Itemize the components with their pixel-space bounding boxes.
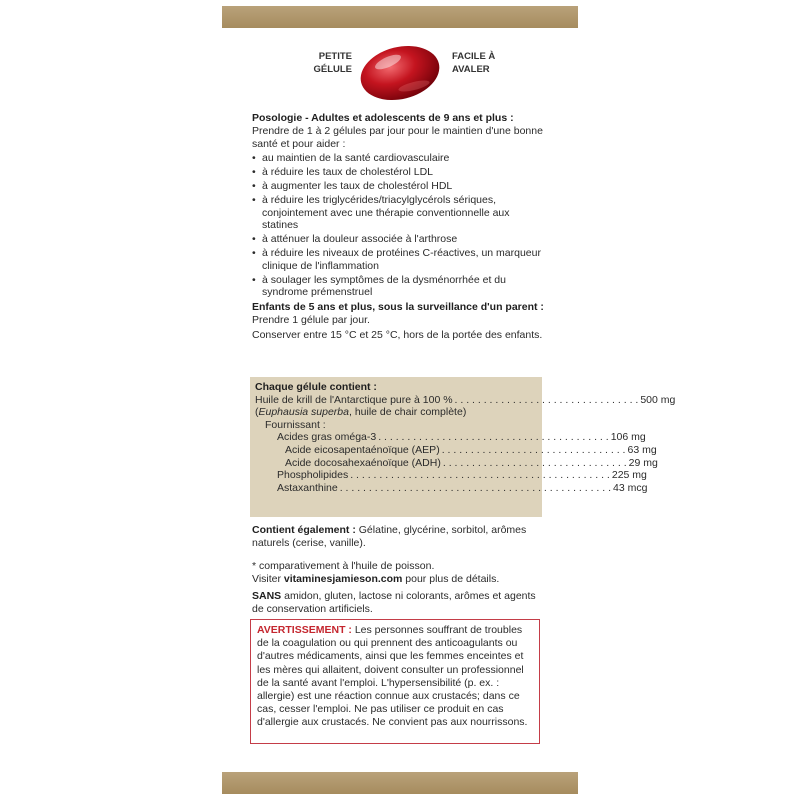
top-gold-band xyxy=(222,6,578,28)
ingredient-value: 43 mcg xyxy=(613,481,648,494)
ingredient-name: Huile de krill de l'Antarctique pure à 100 % xyxy=(255,393,453,406)
hero-capsule-section xyxy=(302,42,502,104)
leader-dots: . . . . . . . . . . . . . . . . . . . . . . . . . . . . . . . . xyxy=(442,456,627,469)
tag-line: FACILE À xyxy=(452,51,496,62)
list-item: • à réduire les taux de cholestérol LDL xyxy=(252,166,548,179)
note-paren: ( xyxy=(255,406,259,419)
ingredient-value: 500 mg xyxy=(640,393,676,406)
ingredient-name: Acides gras oméga-3 xyxy=(277,431,377,444)
composition-row xyxy=(255,481,648,495)
composition-row xyxy=(255,456,658,470)
ingredient-name: Phospholipides xyxy=(277,469,349,482)
leader-dots: . . . . . . . . . . . . . . . . . . . . . . . . . . . . . . . . . . . . . . . . . . . . . . . xyxy=(339,481,612,494)
ingredient-value: 29 mg xyxy=(628,456,658,469)
red-softgel-capsule-icon xyxy=(354,42,446,104)
website-note xyxy=(252,573,548,586)
leader-dots: . . . . . . . . . . . . . . . . . . . . . . . . . . . . . . . . . . . . . . . . xyxy=(378,431,609,444)
composition-box xyxy=(250,377,676,517)
warning-box xyxy=(250,619,540,744)
list-item: • à réduire les triglycérides/triacylglycérols sériques, conjointement avec une thérapie conventionnelle aux statines xyxy=(252,194,548,232)
posology-section xyxy=(252,112,548,342)
list-item: • à atténuer la douleur associée à l'arthrose xyxy=(252,233,548,246)
sans-text: amidon, gluten, lactose ni colorants, arômes et agents de conservation artificiels. xyxy=(252,590,536,615)
list-item: • à réduire les niveaux de protéines C-réactives, un marqueur clinique de l'inflammation xyxy=(252,247,548,273)
leader-dots: . . . . . . . . . . . . . . . . . . . . . . . . . . . . . . . . . . . . . . . . . . . . . xyxy=(350,469,610,482)
also-contains xyxy=(252,524,548,550)
posology-heading: Posologie - Adultes et adolescents de 9 ans et plus : xyxy=(252,112,514,124)
composition-row xyxy=(255,393,676,407)
also-label: Contient également : xyxy=(252,524,356,536)
leader-dots: . . . . . . . . . . . . . . . . . . . . . . . . . . . . . . . . xyxy=(441,443,626,456)
visit-suffix: pour plus de détails. xyxy=(402,572,500,585)
ingredient-value: 225 mg xyxy=(611,469,647,482)
composition-row xyxy=(255,431,646,444)
warning-text: Les personnes souffrant de troubles de la coagulation ou qui prennent des anticoagulants ou d'autres médicaments, ainsi que les femmes enceintes et les mères qui allaitent, doivent consulter un professionnel de la santé avant l'emploi. L'hypersensibilité (p. ex. : allergie) est une réaction connue aux crustacés; dans ce cas, cesser l'emploi. Ne pas utiliser ce produit en cas d'allergie aux crustacés. Ne convient pas aux nourrissons. xyxy=(257,624,528,729)
benefits-list xyxy=(252,152,548,299)
also-text: Gélatine, glycérine, sorbitol, arômes naturels (cerise, vanille). xyxy=(252,524,527,549)
sans-label: SANS xyxy=(252,590,282,602)
tag-line: AVALER xyxy=(452,64,490,75)
tag-line: PETITE xyxy=(318,51,352,62)
ingredient-name: Astaxanthine xyxy=(277,481,338,494)
ingredient-note xyxy=(255,406,537,419)
list-item: • à soulager les symptômes de la dysménorrhée et du syndrome prémenstruel xyxy=(252,274,548,300)
children-dosage xyxy=(252,301,548,327)
children-text: Prendre 1 gélule par jour. xyxy=(252,313,370,326)
bottom-gold-band xyxy=(222,772,578,794)
species-name: Euphausia superba xyxy=(258,406,349,419)
ingredient-value: 106 mg xyxy=(610,431,646,444)
easy-to-swallow-tag xyxy=(452,50,512,76)
ingredient-name: Acide eicosapentaénoïque (AEP) xyxy=(285,443,440,456)
ingredient-name: Acide docosahexaénoïque (ADH) xyxy=(285,456,441,469)
composition-row xyxy=(255,469,647,482)
small-capsule-tag xyxy=(302,50,352,76)
visit-prefix: Visiter xyxy=(252,572,284,585)
children-heading: Enfants de 5 ans et plus, sous la surveillance d'un parent : xyxy=(252,301,544,314)
list-item: • au maintien de la santé cardiovasculaire xyxy=(252,152,548,165)
ingredient-value: 63 mg xyxy=(627,443,657,456)
website-link[interactable]: vitaminesjamieson.com xyxy=(283,572,403,585)
free-from-section xyxy=(252,590,548,616)
leader-dots: . . . . . . . . . . . . . . . . . . . . . . . . . . . . . . . . xyxy=(454,393,639,406)
composition-heading: Chaque gélule contient : xyxy=(255,381,377,393)
warning-label: AVERTISSEMENT : xyxy=(257,624,352,636)
providing-label: Fournissant : xyxy=(265,418,326,431)
notes-section xyxy=(252,560,548,586)
list-item: • à augmenter les taux de cholestérol HDL xyxy=(252,180,548,193)
tag-line: GÉLULE xyxy=(313,64,352,75)
storage-text: Conserver entre 15 °C et 25 °C, hors de la portée des enfants. xyxy=(252,328,543,341)
posology-intro: Prendre de 1 à 2 gélules par jour pour le maintien d'une bonne santé et pour aider : xyxy=(252,124,543,150)
composition-row xyxy=(255,443,657,457)
comparison-note: * comparativement à l'huile de poisson. xyxy=(252,560,435,572)
note-rest: , huile de chair complète) xyxy=(349,406,467,419)
